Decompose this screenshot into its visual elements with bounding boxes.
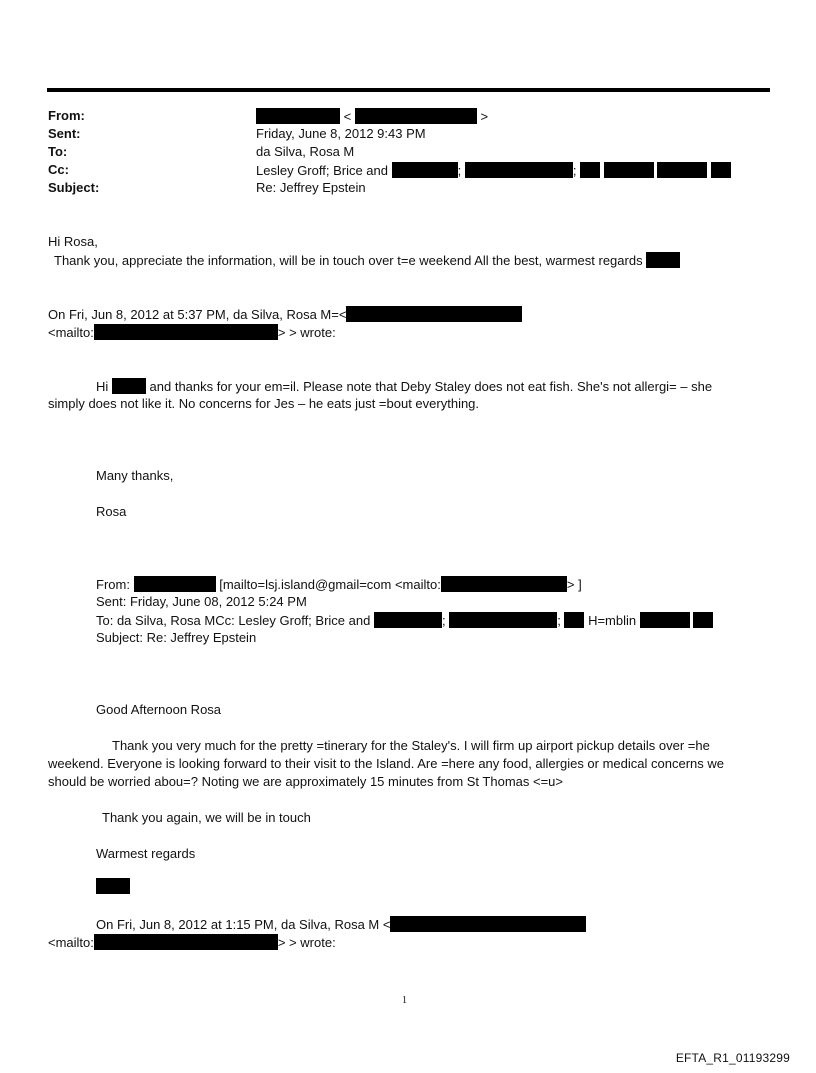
redaction xyxy=(96,878,130,894)
redaction xyxy=(94,934,278,950)
redaction xyxy=(374,612,442,628)
fwd-signature-redaction xyxy=(96,878,130,894)
to-label: To: xyxy=(48,144,68,159)
redaction xyxy=(465,162,573,178)
redaction xyxy=(392,162,458,178)
subject-label: Subject: xyxy=(48,180,100,195)
quote-thanks: Many thanks, xyxy=(96,468,174,483)
quote2-header-line: On Fri, Jun 8, 2012 at 1:15 PM, da Silva, Rosa M < xyxy=(96,916,586,932)
redaction xyxy=(346,306,522,322)
redaction xyxy=(646,252,680,268)
quote-body-line2: simply does not like it. No concerns for Jes – he eats just =bout everything. xyxy=(48,396,480,411)
fwd-para-line1: Thank you very much for the pretty =tinerary for the Staley's. I will firm up airport pickup details over =he xyxy=(112,738,710,753)
fwd-to-line: To: da Silva, Rosa MCc: Lesley Groff; Brice and ; ; H=mblin xyxy=(96,612,713,628)
page-number: 1 xyxy=(402,995,407,1006)
header-from-row xyxy=(48,108,768,127)
fwd-para-line2: weekend. Everyone is looking forward to their visit to the Island. Are =here any food, allergies or medical concerns we xyxy=(48,756,724,771)
from-label: From: xyxy=(48,108,85,123)
redaction xyxy=(355,108,477,124)
quote-signature: Rosa xyxy=(96,504,127,519)
header-cc-row xyxy=(48,162,768,181)
header-subject-row xyxy=(48,180,768,199)
redaction xyxy=(640,612,690,628)
header-rule xyxy=(47,88,770,92)
redaction xyxy=(112,378,146,394)
quote-body-line1: Hi and thanks for your em=il. Please note that Deby Staley does not eat fish. She's not allergi= – she xyxy=(96,379,713,394)
redaction xyxy=(657,162,707,178)
fwd-from-line: From: [mailto=lsj.island@gmail=com <mailto: > ] xyxy=(96,577,582,592)
subject-value: Re: Jeffrey Epstein xyxy=(256,180,366,195)
header-to-row xyxy=(48,144,768,163)
reply-body: Thank you, appreciate the information, will be in touch over t=e weekend All the best, warmest regards xyxy=(54,252,680,268)
quote-header-line: On Fri, Jun 8, 2012 at 5:37 PM, da Silva, Rosa M=< xyxy=(48,306,522,322)
fwd-subject-line: Subject: Re: Jeffrey Epstein xyxy=(96,630,257,645)
redaction xyxy=(94,324,278,340)
from-value: < > xyxy=(256,108,488,124)
redaction xyxy=(580,162,600,178)
redaction xyxy=(711,162,731,178)
redaction xyxy=(604,162,654,178)
redaction xyxy=(449,612,557,628)
cc-value: Lesley Groff; Brice and ; ; xyxy=(256,162,731,178)
quote-mailto-line: <mailto: > > wrote: xyxy=(48,325,336,340)
redaction xyxy=(390,916,586,932)
redaction xyxy=(134,576,216,592)
fwd-greeting: Good Afternoon Rosa xyxy=(96,702,222,717)
quote2-mailto-line: <mailto: > > wrote: xyxy=(48,935,336,950)
cc-label: Cc: xyxy=(48,162,69,177)
fwd-sent-line: Sent: Friday, June 08, 2012 5:24 PM xyxy=(96,594,307,609)
sent-label: Sent: xyxy=(48,126,81,141)
fwd-thanks-again: Thank you again, we will be in touch xyxy=(102,810,311,825)
redaction xyxy=(564,612,584,628)
redaction xyxy=(256,108,340,124)
to-value: da Silva, Rosa M xyxy=(256,144,355,159)
sent-value: Friday, June 8, 2012 9:43 PM xyxy=(256,126,426,141)
fwd-para-line3: should be worried abou=? Noting we are approximately 15 minutes from St Thomas <=u> xyxy=(48,774,563,789)
fwd-regards: Warmest regards xyxy=(96,846,196,861)
redaction xyxy=(693,612,713,628)
redaction xyxy=(441,576,567,592)
document-id: EFTA_R1_01193299 xyxy=(675,1051,790,1065)
reply-greeting: Hi Rosa, xyxy=(48,234,98,249)
header-sent-row xyxy=(48,126,768,145)
